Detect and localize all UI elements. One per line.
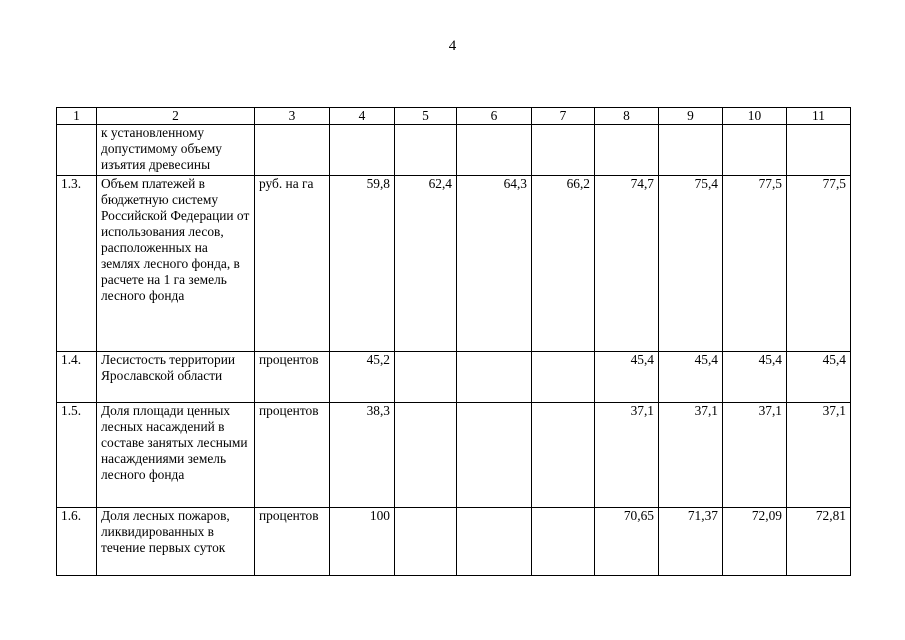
indicator-name: Лесистость территории Ярославской области (97, 352, 255, 403)
value-cell (532, 403, 595, 508)
value-cell (395, 125, 457, 176)
header-cell: 11 (787, 108, 851, 125)
table-row (57, 125, 851, 176)
indicator-name: Доля площади ценных лесных насаждений в составе занятых лесными насаждениями земель лесного фонда (97, 403, 255, 508)
header-cell: 6 (457, 108, 532, 125)
header-cell: 9 (659, 108, 723, 125)
value-cell (532, 125, 595, 176)
unit: руб. на га (255, 176, 330, 352)
value-cell (330, 125, 395, 176)
value-cell: 75,4 (659, 176, 723, 352)
indicator-name: Объем платежей в бюджетную систему Российской Федерации от использования лесов, расположенных на землях лесного фонда, в расчете на 1 га земель лесного фонда (97, 176, 255, 352)
value-cell: 71,37 (659, 508, 723, 576)
unit (255, 125, 330, 176)
header-cell: 5 (395, 108, 457, 125)
row-number (57, 125, 97, 176)
value-cell: 70,65 (595, 508, 659, 576)
value-cell (532, 352, 595, 403)
table-row (57, 176, 851, 352)
table-row (57, 403, 851, 508)
value-cell: 45,4 (595, 352, 659, 403)
row-number: 1.3. (57, 176, 97, 352)
table-row (57, 352, 851, 403)
value-cell: 72,81 (787, 508, 851, 576)
value-cell: 77,5 (723, 176, 787, 352)
value-cell (457, 403, 532, 508)
unit: процентов (255, 352, 330, 403)
header-cell: 8 (595, 108, 659, 125)
value-cell (457, 125, 532, 176)
value-cell (457, 352, 532, 403)
value-cell: 37,1 (723, 403, 787, 508)
value-cell: 72,09 (723, 508, 787, 576)
value-cell (457, 508, 532, 576)
value-cell: 62,4 (395, 176, 457, 352)
value-cell (395, 403, 457, 508)
unit: процентов (255, 403, 330, 508)
value-cell (787, 125, 851, 176)
header-cell: 3 (255, 108, 330, 125)
indicator-name: к установленному допустимому объему изъятия древесины (97, 125, 255, 176)
value-cell: 37,1 (595, 403, 659, 508)
value-cell (659, 125, 723, 176)
unit: процентов (255, 508, 330, 576)
value-cell: 45,4 (787, 352, 851, 403)
row-number: 1.5. (57, 403, 97, 508)
value-cell (395, 352, 457, 403)
header-cell: 10 (723, 108, 787, 125)
table-row (57, 508, 851, 576)
header-cell: 4 (330, 108, 395, 125)
value-cell: 37,1 (787, 403, 851, 508)
value-cell: 100 (330, 508, 395, 576)
row-number: 1.4. (57, 352, 97, 403)
header-cell: 1 (57, 108, 97, 125)
value-cell (595, 125, 659, 176)
value-cell: 66,2 (532, 176, 595, 352)
value-cell: 77,5 (787, 176, 851, 352)
value-cell: 45,2 (330, 352, 395, 403)
value-cell: 37,1 (659, 403, 723, 508)
value-cell (723, 125, 787, 176)
value-cell: 74,7 (595, 176, 659, 352)
value-cell: 38,3 (330, 403, 395, 508)
header-cell: 2 (97, 108, 255, 125)
value-cell (532, 508, 595, 576)
row-number: 1.6. (57, 508, 97, 576)
value-cell: 45,4 (659, 352, 723, 403)
value-cell: 64,3 (457, 176, 532, 352)
value-cell: 45,4 (723, 352, 787, 403)
header-row (57, 108, 851, 125)
header-cell: 7 (532, 108, 595, 125)
indicator-name: Доля лесных пожаров, ликвидированных в течение первых суток (97, 508, 255, 576)
value-cell: 59,8 (330, 176, 395, 352)
page-number: 4 (448, 38, 457, 54)
indicators-table (56, 107, 851, 576)
value-cell (395, 508, 457, 576)
